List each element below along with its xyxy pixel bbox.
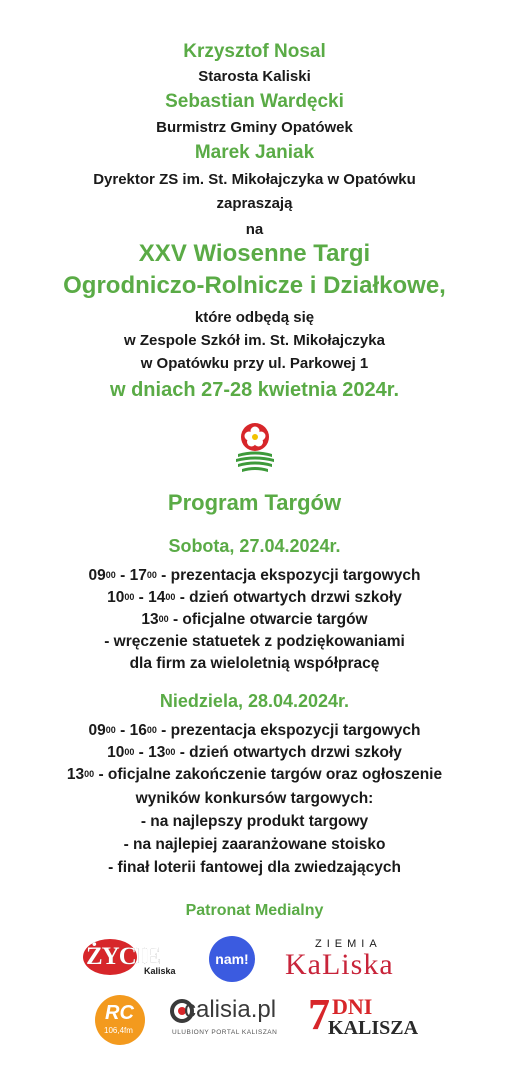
- ziemia-logo-top: ZIEMIA: [315, 938, 382, 950]
- start-minute: 00: [124, 592, 135, 602]
- time-separator: -: [134, 589, 149, 606]
- start-hour: 10: [107, 744, 125, 761]
- start-minute: 00: [124, 747, 135, 757]
- sunday-extra3: - na najlepiej zaaranżowane stoisko: [123, 836, 386, 853]
- na-word: na: [245, 221, 264, 238]
- dni-logo-num: 7: [308, 990, 330, 1039]
- schedule-text: - dzień otwartych drzwi szkoły: [175, 589, 402, 606]
- end-minute: 00: [165, 592, 176, 602]
- time-separator: -: [115, 722, 130, 739]
- schedule-text: - prezentacja ekspozycji targowych: [156, 567, 421, 584]
- invite-word: zapraszają: [216, 195, 293, 212]
- program-title: Program Targów: [167, 490, 342, 515]
- nam-logo: [209, 936, 255, 982]
- start-minute: 00: [158, 614, 169, 624]
- radio-logo-main: RC: [105, 1002, 134, 1024]
- radio-centrum-logo: [95, 995, 145, 1045]
- sunday-item: [0, 764, 509, 786]
- start-minute: 00: [84, 769, 95, 779]
- ziemia-logo-main: KaLiska: [285, 948, 394, 981]
- 7-dni-kalisza-logo: [308, 990, 420, 1042]
- zycie-logo-main: ŻYCIE: [86, 943, 161, 970]
- sunday-schedule: [0, 720, 509, 786]
- end-hour: 17: [129, 567, 147, 584]
- end-minute: 00: [146, 725, 157, 735]
- flower-emblem-icon: [234, 422, 276, 474]
- saturday-schedule: [0, 565, 509, 631]
- person1-name: Krzysztof Nosal: [183, 41, 326, 62]
- schedule-text: - oficjalne otwarcie targów: [168, 611, 368, 628]
- schedule-text: - prezentacja ekspozycji targowych: [156, 722, 421, 739]
- sunday-extra2: - na najlepszy produkt targowy: [140, 813, 369, 830]
- media-title: Patronat Medialny: [185, 902, 324, 919]
- start-hour: 13: [66, 766, 85, 783]
- zycie-kaliskie-logo: [82, 937, 186, 981]
- end-hour: 16: [129, 722, 147, 739]
- end-hour: 14: [148, 589, 166, 606]
- event-where-line2: w Zespole Szkół im. St. Mikołajczyka: [124, 332, 385, 349]
- ziemia-kaliska-logo: [285, 938, 425, 982]
- person2-name: Sebastian Wardęcki: [165, 91, 344, 112]
- schedule-text: - dzień otwartych drzwi szkoły: [175, 744, 402, 761]
- sunday-label: Niedziela, 28.04.2024r.: [159, 691, 350, 711]
- start-hour: 10: [107, 589, 125, 606]
- start-minute: 00: [105, 725, 116, 735]
- calisia-logo-sub: ULUBIONY PORTAL KALISZAN: [172, 1029, 278, 1036]
- saturday-label: Sobota, 27.04.2024r.: [168, 536, 341, 556]
- zycie-logo-sub: Kaliska: [144, 966, 176, 976]
- saturday-extra1: - wręczenie statuetek z podziękowaniami: [104, 633, 405, 650]
- person2-role: Burmistrz Gminy Opatówek: [156, 119, 353, 136]
- radio-logo-sub: 106,4fm: [104, 1026, 133, 1035]
- start-hour: 13: [141, 611, 159, 628]
- schedule-text: - oficjalne zakończenie targów oraz ogłoszenie: [94, 766, 443, 783]
- event-title-line1: XXV Wiosenne Targi: [138, 240, 371, 267]
- end-hour: 13: [148, 744, 166, 761]
- end-minute: 00: [165, 747, 176, 757]
- person3-role: Dyrektor ZS im. St. Mikołajczyka w Opatówku: [93, 171, 416, 188]
- event-title-line2: Ogrodniczo-Rolnicze i Działkowe,: [63, 272, 446, 299]
- saturday-extra2: dla firm za wieloletnią współpracę: [129, 655, 380, 672]
- time-separator: -: [134, 744, 149, 761]
- person1-role: Starosta Kaliski: [198, 68, 311, 85]
- saturday-item: [0, 609, 509, 631]
- dni-logo-top: DNI: [332, 994, 373, 1019]
- sunday-extra1: wyników konkursów targowych:: [135, 790, 374, 807]
- calisia-logo: [170, 996, 294, 1044]
- start-hour: 09: [88, 722, 106, 739]
- start-hour: 09: [88, 567, 106, 584]
- person3-name: Marek Janiak: [194, 142, 315, 163]
- sunday-extra4: - finał loterii fantowej dla zwiedzających: [108, 859, 401, 876]
- sunday-item: [0, 742, 509, 764]
- saturday-item: [0, 565, 509, 587]
- time-separator: -: [115, 567, 130, 584]
- end-minute: 00: [146, 570, 157, 580]
- event-where-line3: w Opatówku przy ul. Parkowej 1: [140, 355, 369, 372]
- event-dates: w dniach 27-28 kwietnia 2024r.: [109, 379, 400, 401]
- event-where-line1: które odbędą się: [194, 309, 315, 326]
- nam-logo-text: nam!: [215, 951, 249, 967]
- start-minute: 00: [105, 570, 116, 580]
- sunday-item: [0, 720, 509, 742]
- saturday-item: [0, 587, 509, 609]
- dni-logo-bottom: KALISZA: [328, 1017, 419, 1039]
- calisia-logo-main: calisia.pl: [184, 996, 277, 1023]
